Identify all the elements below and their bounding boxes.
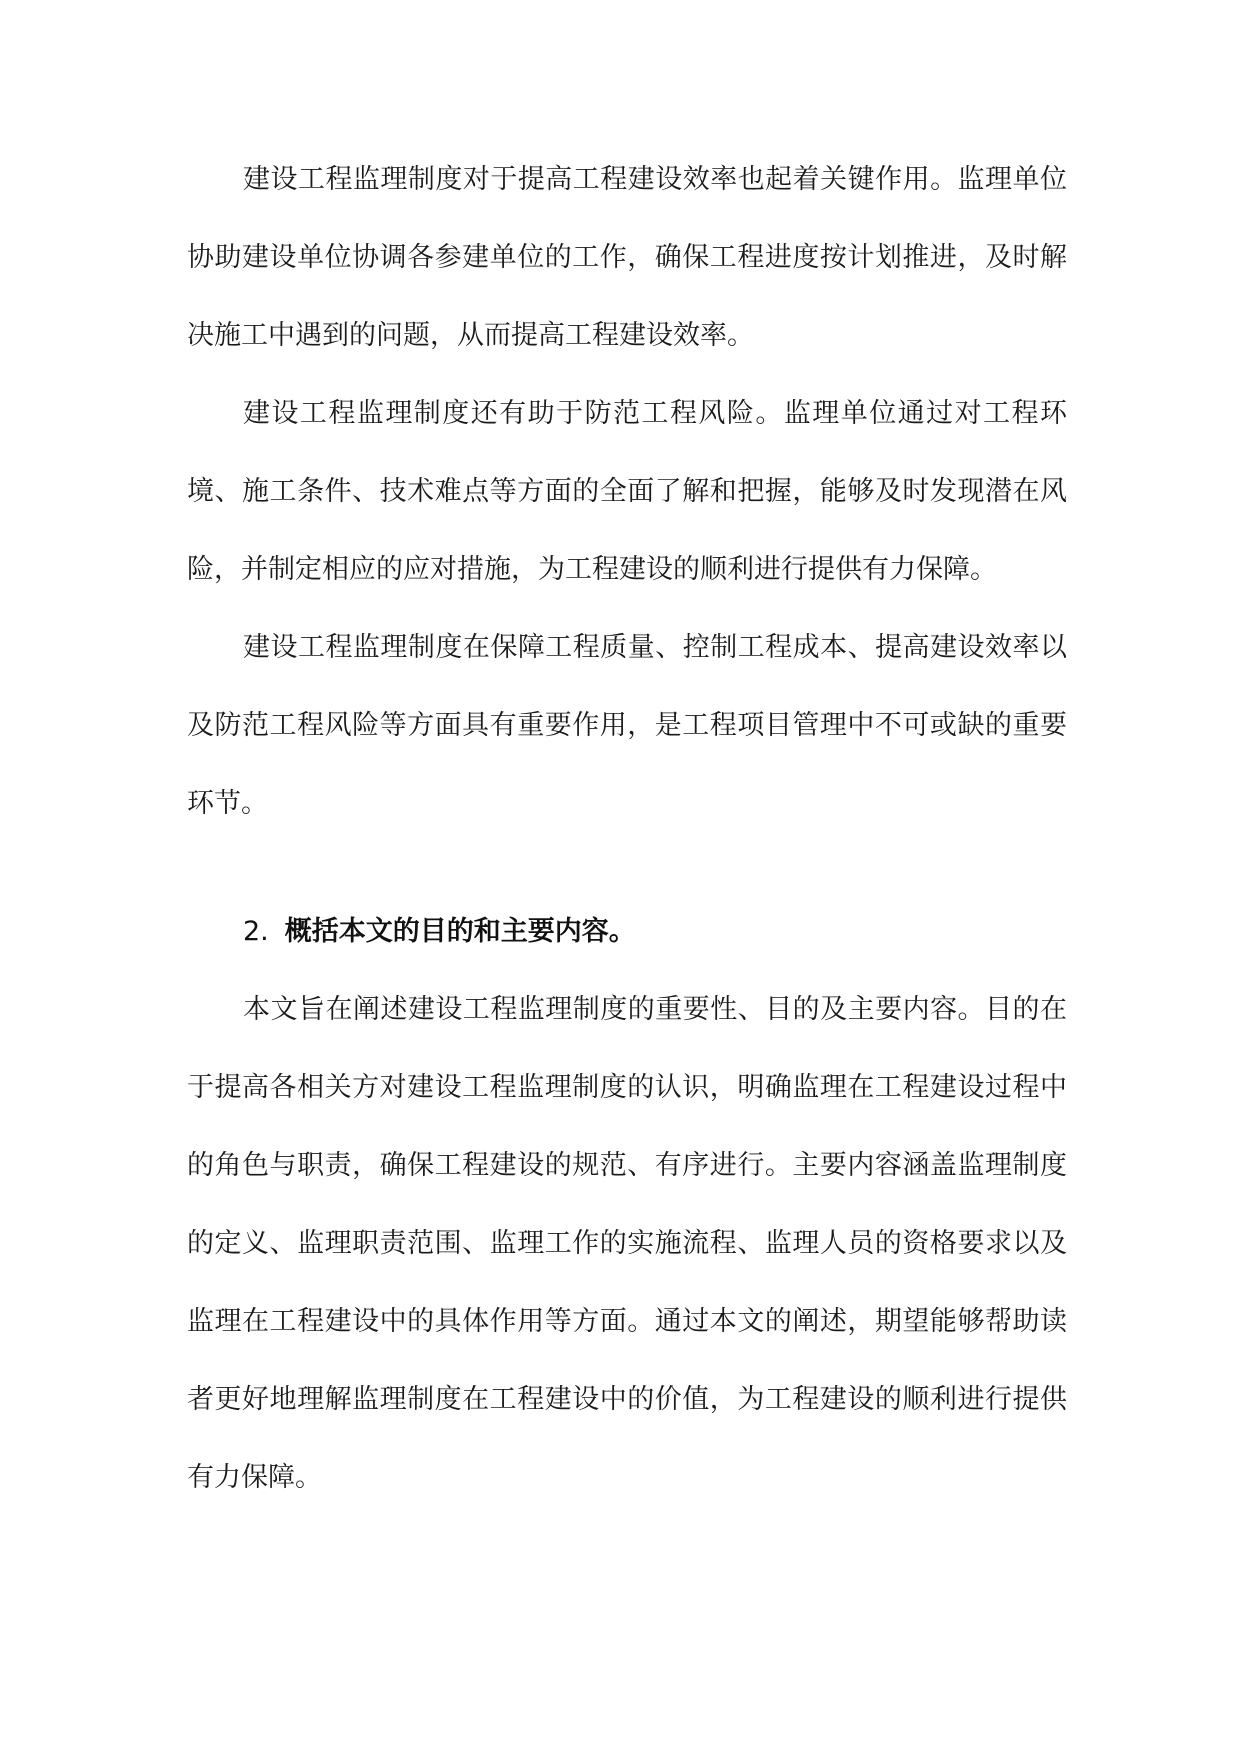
section-heading (187, 893, 1067, 971)
paragraph-purpose: 本文旨在阐述建设工程监理制度的重要性、目的及主要内容。目的在于提高各相关方对建设工程监理制度的认识，明确监理在工程建设过程中的角色与职责，确保工程建设的规范、有序进行。主要内容涵盖监理制度的定义、监理职责范围、监理工作的实施流程、监理人员的资格要求以及监理在工程建设中的具体作用等方面。通过本文的阐述，期望能够帮助读者更好地理解监理制度在工程建设中的价值，为工程建设的顺利进行提供有力保障。 (187, 994, 1067, 1493)
paragraph-efficiency: 建设工程监理制度对于提高工程建设效率也起着关键作用。监理单位协助建设单位协调各参建单位的工作，确保工程进度按计划推进，及时解决施工中遇到的问题，从而提高工程建设效率。 (187, 164, 1067, 351)
paragraph-risk: 建设工程监理制度还有助于防范工程风险。监理单位通过对工程环境、施工条件、技术难点等方面的全面了解和把握，能够及时发现潜在风险，并制定相应的应对措施，为工程建设的顺利进行提供有力保障。 (187, 398, 1067, 585)
document-body (187, 141, 1067, 1517)
paragraph-summary: 建设工程监理制度在保障工程质量、控制工程成本、提高建设效率以及防范工程风险等方面具有重要作用，是工程项目管理中不可或缺的重要环节。 (187, 632, 1067, 819)
section-number: 2. (243, 916, 269, 947)
section-title: 概括本文的目的和主要内容。 (284, 916, 636, 947)
